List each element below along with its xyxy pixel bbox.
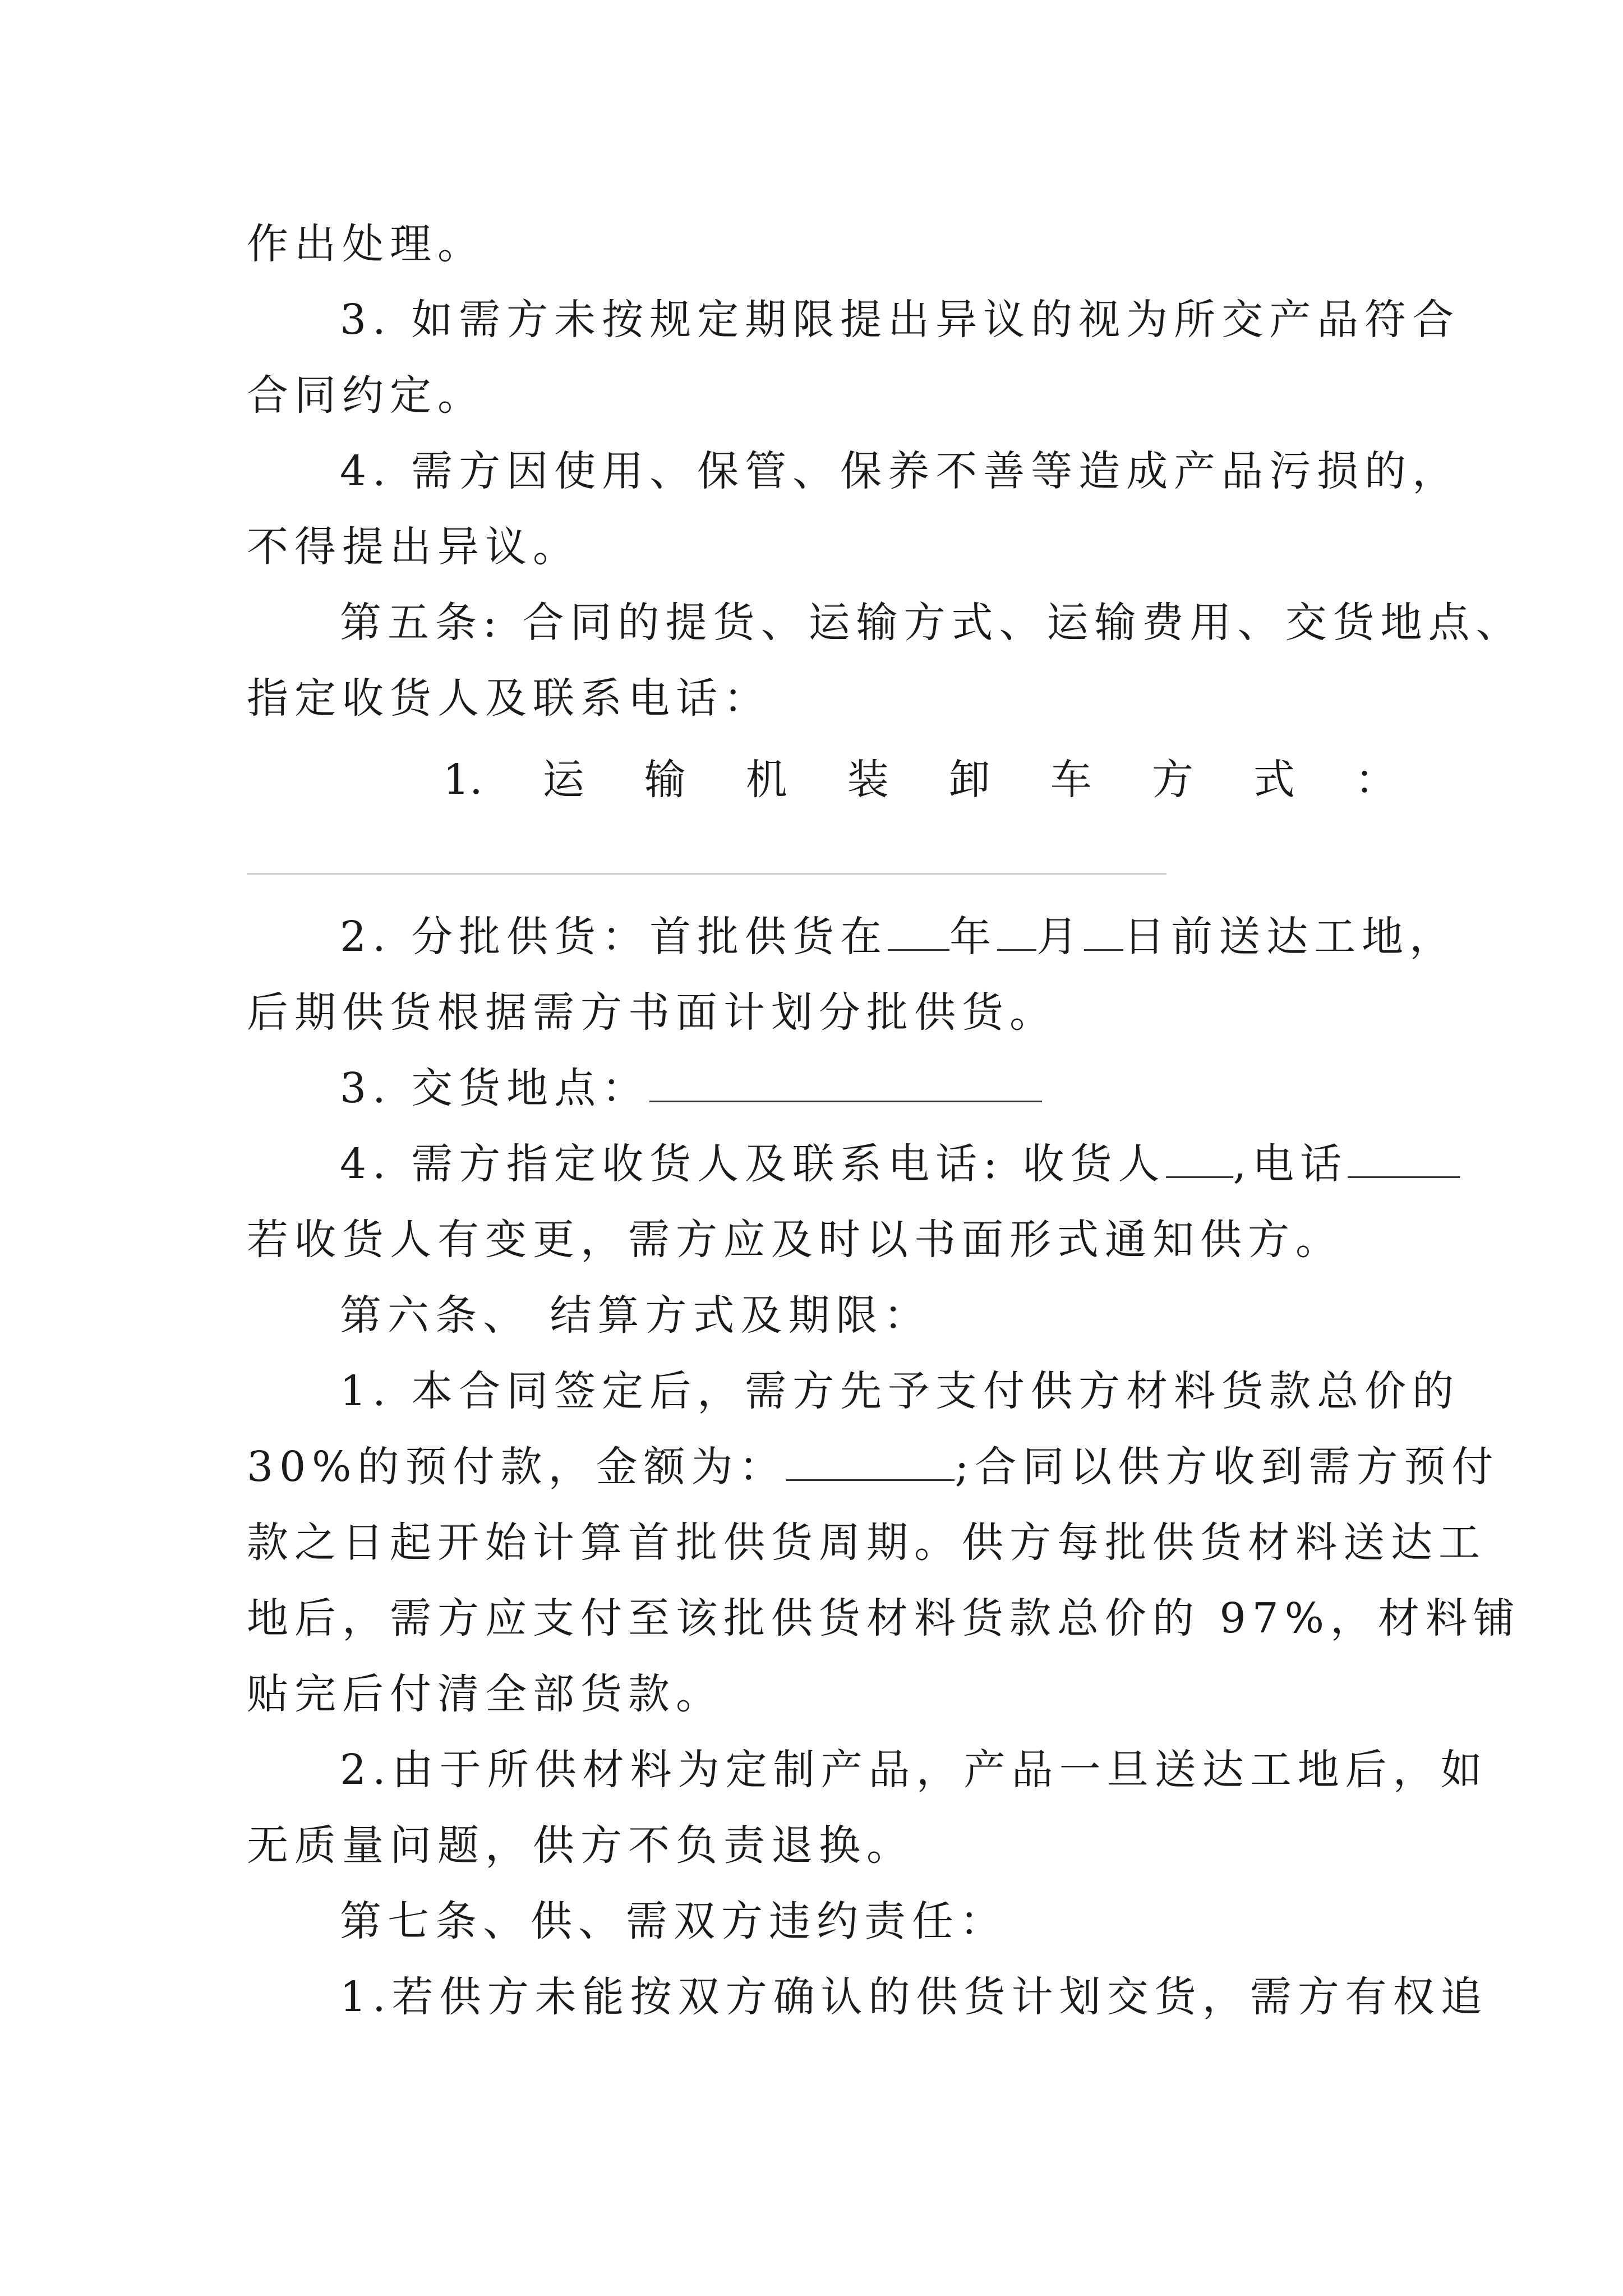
blank-delivery-location: [649, 1066, 1042, 1102]
text-segment: 2. 分批供货：首批供货在: [340, 913, 888, 961]
text-segment: ;合同以供方收到需方预付: [955, 1443, 1500, 1491]
text-line: 1.若供方未能按双方确认的供货计划交货，需方有权追: [340, 1973, 1488, 2021]
text-line: 1. 本合同签定后，需方先予支付供方材料货款总价的: [340, 1367, 1460, 1415]
text-line: 无质量问题，供方不负责退换。: [247, 1821, 914, 1870]
clause-heading-6: 第六条、 结算方式及期限：: [340, 1291, 932, 1340]
text-line: [340, 1060, 1042, 1116]
text-segment: 4. 需方指定收货人及联系电话: 收货人: [340, 1140, 1166, 1188]
spread-char: 装: [847, 756, 889, 804]
text-line: 若收货人有变更，需方应及时以书面形式通知供方。: [247, 1216, 1343, 1264]
spread-char: 卸: [948, 756, 990, 804]
text-line: 4. 需方因使用、保管、保养不善等造成产品污损的，: [340, 447, 1460, 495]
blank-day: [1084, 914, 1123, 951]
text-line: [247, 1439, 1499, 1495]
spread-char: ：: [1354, 756, 1396, 804]
text-line: [340, 1136, 1460, 1192]
blank-month: [997, 914, 1036, 951]
text-line: 后期供货根据需方书面计划分批供货。: [247, 988, 1057, 1037]
blank-year: [888, 914, 949, 951]
text-line: 地后，需方应支付至该批供货材料货款总价的 97%，材料铺: [247, 1594, 1521, 1642]
spread-char: 1.: [443, 756, 483, 804]
blank-receiver: [1166, 1142, 1233, 1178]
spread-char: 机: [745, 756, 787, 804]
spread-char: 输: [644, 756, 686, 804]
text-line: 不得提出异议。: [247, 523, 580, 571]
fill-in-rule: [247, 873, 1166, 875]
spread-char: 式: [1253, 756, 1295, 804]
clause-heading-5: 第五条: 合同的提货、运输方式、运输费用、交货地点、: [340, 599, 1524, 647]
text-segment: 年: [949, 913, 998, 961]
text-line: 指定收货人及联系电话：: [247, 674, 771, 723]
blank-amount: [786, 1444, 955, 1481]
spread-char: 车: [1050, 756, 1092, 804]
text-segment: 30%的预付款，金额为：: [247, 1443, 787, 1491]
blank-phone: [1348, 1142, 1460, 1178]
transport-method-line: [443, 752, 1396, 808]
text-line: 款之日起开始计算首批供货周期。供方每批供货材料送达工: [247, 1519, 1486, 1567]
text-segment: 3. 交货地点：: [340, 1064, 650, 1112]
text-line: 贴完后付清全部货款。: [247, 1670, 723, 1718]
text-segment: 月: [1036, 913, 1085, 961]
text-line: 作出处理。: [247, 220, 485, 268]
text-line: [340, 909, 1457, 965]
text-line: 合同约定。: [247, 371, 485, 420]
spread-char: 方: [1151, 756, 1193, 804]
text-segment: 日前送达工地，: [1123, 913, 1458, 961]
text-line: 2.由于所供材料为定制产品，产品一旦送达工地后，如: [340, 1746, 1488, 1794]
clause-heading-7: 第七条、供、需双方违约责任：: [340, 1897, 1007, 1945]
text-segment: ,电话: [1233, 1140, 1348, 1188]
spread-char: 运: [542, 756, 584, 804]
text-line: 3. 如需方未按规定期限提出异议的视为所交产品符合: [340, 296, 1460, 344]
